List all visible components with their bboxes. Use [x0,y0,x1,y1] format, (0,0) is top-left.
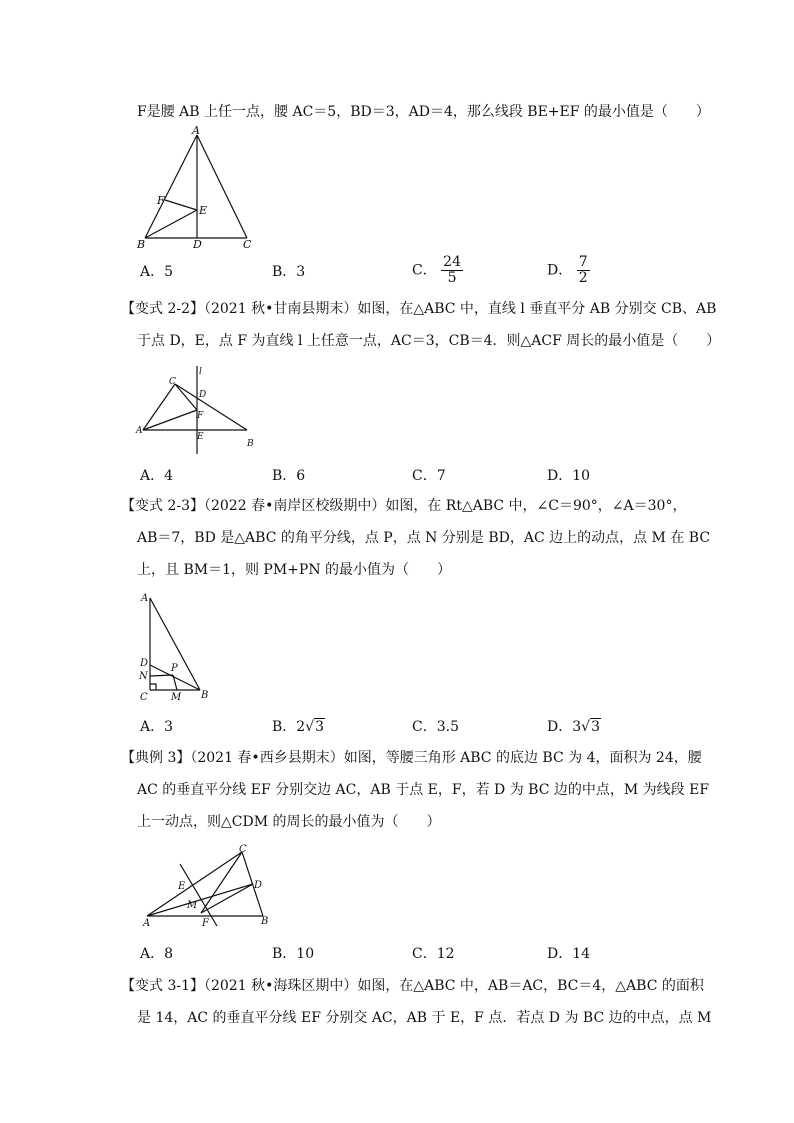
figure-triangle-bisector [135,842,280,930]
label-B: B [137,238,146,250]
coefficient: 2 [296,719,306,735]
option-a: A．4 [140,468,174,484]
label-D: D [254,880,263,891]
sqrt-symbol: √3 [305,719,325,735]
question-text-line: 【变式 3-1】（2021 秋•海珠区期中）如图，在△ABC 中，AB＝AC，BC＝4，△ABC 的面积 [121,978,704,994]
question-text-line: 【变式 2-2】（2021 秋•甘南县期末）如图，在△ABC 中，直线 l 垂直平分 AB 分别交 CB、AB [121,301,717,317]
label-M: M [171,692,182,703]
label-M: M [187,900,198,911]
radicand: 3 [591,719,600,735]
option-d-prefix: D． [547,262,573,279]
question-text-line: AC 的垂直平分线 EF 分别交边 AC，AB 于点 E，F，若 D 为 BC 边的中点，M 为线段 EF [137,782,710,798]
label-B: B [201,690,209,701]
question-text-line: 于点 D，E，点 F 为直线 l 上任意一点，AC＝3，CB＝4．则△ACF 周长的最小值是（ ） [137,333,721,349]
label-C: C [239,844,247,855]
label-A: A [141,593,149,604]
question-text-line: AB＝7，BD 是△ABC 的角平分线，点 P，点 N 分别是 BD，AC 边上的动点，点 M 在 BC [137,530,711,546]
option-c: C．3.5 [412,719,459,735]
option-d [547,255,590,286]
option-b-prefix: B． [272,719,297,735]
figure-isosceles-triangle [135,125,260,250]
label-A: A [192,125,200,137]
option-c: C．12 [412,946,455,962]
label-B: B [261,916,269,927]
option-c-prefix: C． [412,262,437,279]
fraction [577,255,590,286]
numerator: 7 [578,254,588,270]
denominator: 2 [578,270,588,286]
label-C: C [169,377,176,387]
option-c: C．7 [412,468,446,484]
label-D: D [193,238,202,250]
label-F: F [202,918,209,929]
option-a: A．8 [140,946,174,962]
question-text-line: 是 14，AC 的垂直平分线 EF 分别交 AC，AB 于 E，F 点．若点 D 为 BC 边的中点，点 M [137,1010,712,1026]
sqrt-symbol: √3 [581,719,600,735]
label-F: F [157,194,165,207]
option-c [412,255,463,286]
denominator: 5 [447,270,457,286]
label-E: E [178,881,186,892]
question-text-line: 上，且 BM＝1，则 PM+PN 的最小值为（ ） [137,562,452,578]
label-B: B [247,439,254,449]
label-l: l [199,367,202,377]
coefficient: 3 [572,719,582,735]
option-d: D．10 [547,468,591,484]
question-text-line: F是腰 AB 上任一点，腰 AC＝5，BD＝3，AD＝4，那么线段 BE+EF 的最小值是（ ） [137,104,710,120]
option-a: A．3 [140,719,174,735]
option-d-prefix: D． [547,719,573,735]
option-b: B．3 [272,264,306,280]
figure-right-triangle [135,588,215,703]
radicand: 3 [315,719,325,735]
label-E: E [199,204,208,217]
label-E: E [197,432,204,442]
label-P: P [171,663,178,674]
question-text-line: 【变式 2-3】（2022 春•南岸区校级期中）如图，在 Rt△ABC 中，∠C＝90°，∠A＝30°， [121,498,687,514]
question-text-line: 【典例 3】（2021 春•西乡县期末）如图，等腰三角形 ABC 的底边 BC 为 4，面积为 24，腰 [121,750,702,766]
label-A: A [143,918,151,929]
option-a: A．5 [140,264,174,280]
option-b: B．10 [272,946,315,962]
question-text-line: 上一动点，则△CDM 的周长的最小值为（ ） [137,814,441,830]
numerator: 24 [443,254,461,270]
figure-perpendicular-bisector [135,362,265,457]
option-d [547,718,601,736]
label-F: F [197,411,204,421]
label-D: D [199,390,207,400]
label-N: N [139,671,148,682]
label-C: C [243,238,252,250]
option-d: D．14 [547,946,591,962]
option-b [272,718,325,736]
label-C: C [140,692,148,703]
option-b: B．6 [272,468,306,484]
fraction [441,255,463,286]
label-A: A [136,426,143,436]
label-D: D [140,658,149,669]
